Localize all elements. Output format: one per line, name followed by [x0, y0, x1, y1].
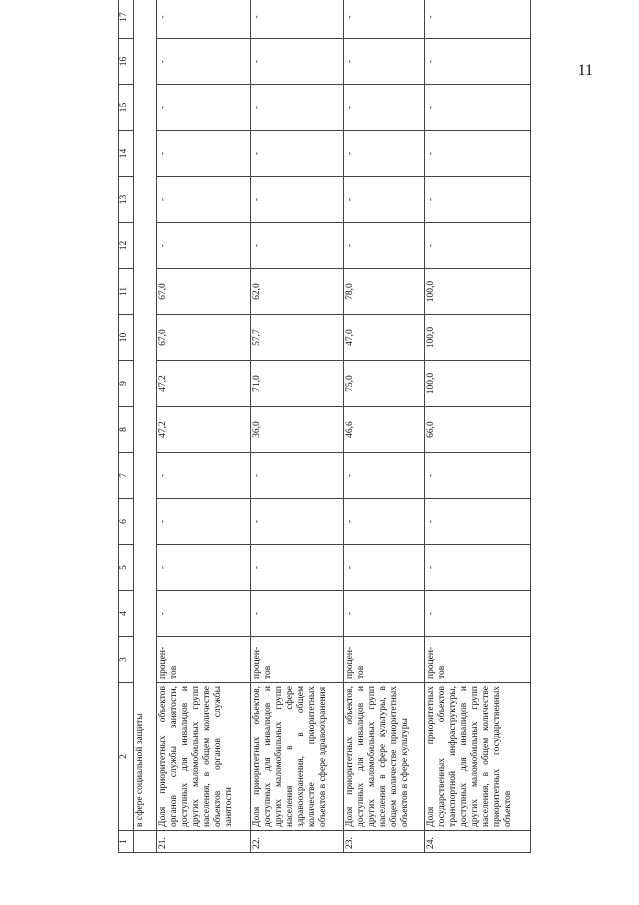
cell-v5: -	[424, 545, 530, 591]
header-row	[119, 0, 134, 853]
cell-num: 21.	[157, 831, 251, 853]
table-row	[250, 0, 344, 853]
cell-unit: процен-тов	[157, 637, 251, 683]
cell-v14: -	[344, 131, 425, 177]
cell-v7: -	[157, 453, 251, 499]
cell-unit: процен-тов	[344, 637, 425, 683]
cell-v6: -	[250, 499, 344, 545]
cell-v16: -	[157, 39, 251, 85]
cell-v8: 47,2	[157, 407, 251, 453]
cell-v11: 62,0	[250, 269, 344, 315]
column-header: 11	[119, 269, 134, 315]
cell-num: 23.	[344, 831, 425, 853]
cell-num: 24.	[424, 831, 530, 853]
cell-v14: -	[157, 131, 251, 177]
cell-v13: -	[250, 177, 344, 223]
cell-v9: 71,0	[250, 361, 344, 407]
cell-v4: -	[344, 591, 425, 637]
cell-v4: -	[250, 591, 344, 637]
cell-v7: -	[344, 453, 425, 499]
cell-v16: -	[424, 39, 530, 85]
cell-v6: -	[344, 499, 425, 545]
column-header: 17	[119, 0, 134, 39]
cell-v15: -	[424, 85, 530, 131]
column-header: 2	[119, 683, 134, 831]
cell-v17: -	[250, 0, 344, 39]
cell-desc: Доля приоритетных объектов, доступных для инвалидов и других маломобильных групп населения в сфере культуры, в общем количестве приоритетных объектов в сфере культуры	[344, 683, 425, 831]
cell-v5: -	[250, 545, 344, 591]
cell-v12: -	[157, 223, 251, 269]
cell-v12: -	[250, 223, 344, 269]
cell-v13: -	[157, 177, 251, 223]
cell-desc: Доля приоритетных объектов, доступных для инвалидов и других маломобильных групп населения в сфере здравоохранения, в общем количестве приоритетных объектов в сфере здравоохранения	[250, 683, 344, 831]
cell-v5: -	[344, 545, 425, 591]
column-header: 12	[119, 223, 134, 269]
column-header: 9	[119, 361, 134, 407]
cell-v8: 66,0	[424, 407, 530, 453]
cell-v10: 57,7	[250, 315, 344, 361]
cell-v15: -	[344, 85, 425, 131]
cell-v15: -	[157, 85, 251, 131]
cell-v9: 75,0	[344, 361, 425, 407]
cell-v13: -	[424, 177, 530, 223]
rotated-table-container	[118, 12, 531, 853]
cell-v10: 67,0	[157, 315, 251, 361]
column-header: 1	[119, 831, 134, 853]
column-header: 4	[119, 591, 134, 637]
cell-v9: 47,2	[157, 361, 251, 407]
page-number: 11	[577, 62, 593, 79]
section-row	[134, 0, 157, 853]
cell-v13: -	[344, 177, 425, 223]
cell-unit: процен-тов	[250, 637, 344, 683]
cell-v7: -	[250, 453, 344, 499]
cell-v16: -	[250, 39, 344, 85]
cell-v10: 47,0	[344, 315, 425, 361]
cell-v14: -	[250, 131, 344, 177]
cell-v12: -	[344, 223, 425, 269]
cell-v16: -	[344, 39, 425, 85]
table-row	[157, 0, 251, 853]
cell-num: 22.	[250, 831, 344, 853]
cell-v4: -	[157, 591, 251, 637]
cell-v8: 46,6	[344, 407, 425, 453]
cell-desc: Доля приоритетных объектов органов службы занятости, доступных для инвалидов и других маломобильных групп населения, в общем количестве объектов органов службы занятости	[157, 683, 251, 831]
table-row	[344, 0, 425, 853]
cell-v5: -	[157, 545, 251, 591]
cell-v11: 100,0	[424, 269, 530, 315]
column-header: 8	[119, 407, 134, 453]
cell-v6: -	[424, 499, 530, 545]
column-header: 10	[119, 315, 134, 361]
cell-v17: -	[344, 0, 425, 39]
data-table	[118, 0, 531, 853]
cell-v8: 36,0	[250, 407, 344, 453]
cell-v14: -	[424, 131, 530, 177]
cell-v10: 100,0	[424, 315, 530, 361]
cell-v15: -	[250, 85, 344, 131]
cell-v12: -	[424, 223, 530, 269]
cell-desc: Доля приоритетных государственных объектов транспортной инфраструктуры, доступных для инвалидов и других маломобильных групп населения, в общем количестве приоритетных государственных объектов	[424, 683, 530, 831]
cell-v9: 100,0	[424, 361, 530, 407]
section-title: в сфере социальной защиты	[134, 0, 157, 831]
cell-v11: 67,0	[157, 269, 251, 315]
column-header: 16	[119, 39, 134, 85]
table-cell	[134, 831, 157, 853]
table-row	[424, 0, 530, 853]
column-header: 3	[119, 637, 134, 683]
column-header: 7	[119, 453, 134, 499]
cell-v11: 78,0	[344, 269, 425, 315]
cell-unit: процен-тов	[424, 637, 530, 683]
cell-v17: -	[157, 0, 251, 39]
cell-v7: -	[424, 453, 530, 499]
column-header: 5	[119, 545, 134, 591]
column-header: 15	[119, 85, 134, 131]
cell-v4: -	[424, 591, 530, 637]
column-header: 6	[119, 499, 134, 545]
cell-v6: -	[157, 499, 251, 545]
column-header: 13	[119, 177, 134, 223]
cell-v17: -	[424, 0, 530, 39]
column-header: 14	[119, 131, 134, 177]
